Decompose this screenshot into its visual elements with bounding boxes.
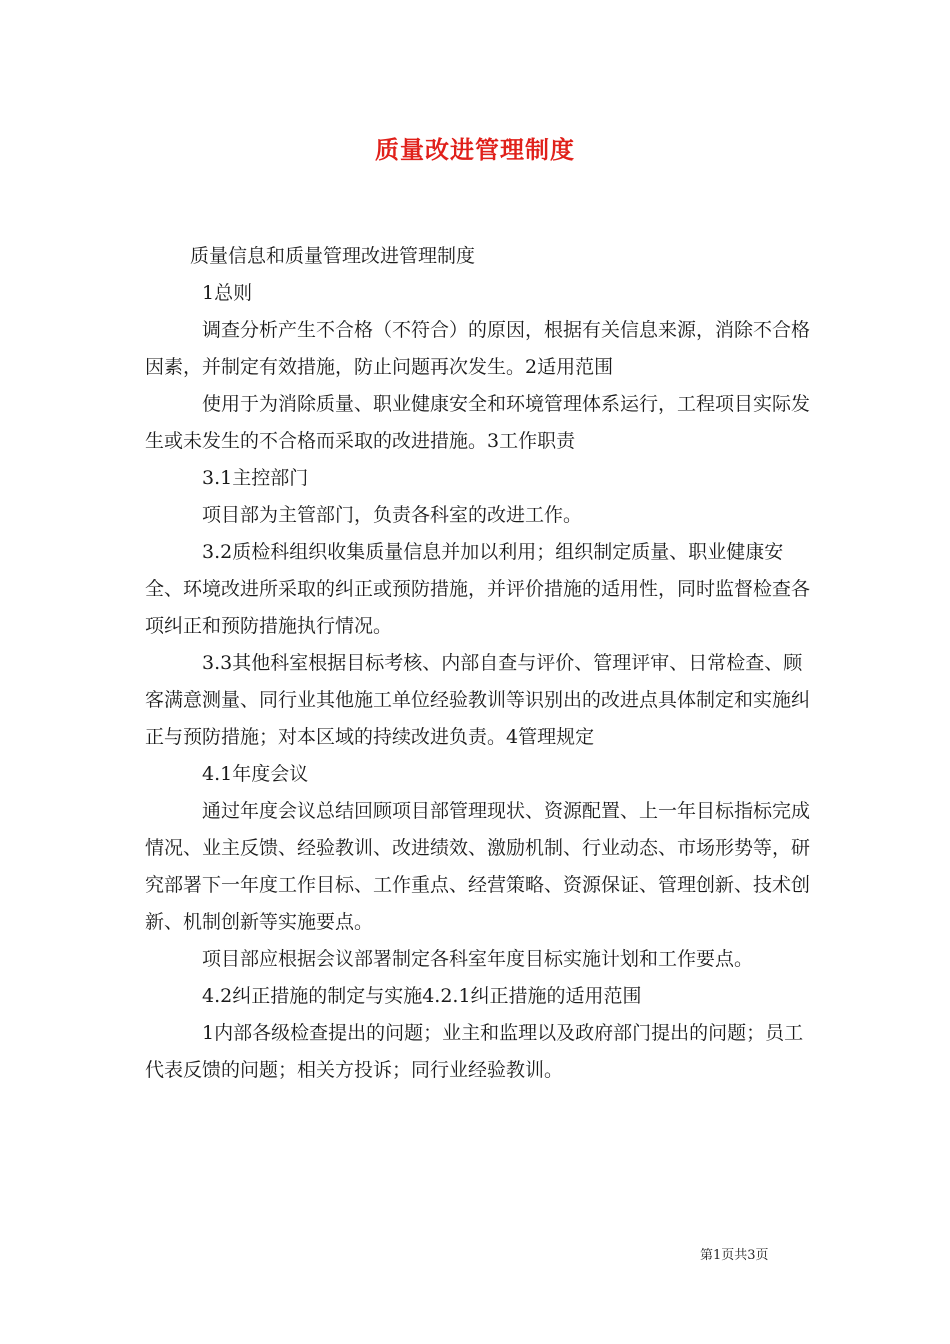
paragraph: 使用于为消除质量、职业健康安全和环境管理体系运行，工程项目实际发生或未发生的不合格而采取的改进措施。3工作职责 xyxy=(145,393,811,452)
paragraph: 项目部为主管部门，负责各科室的改进工作。 xyxy=(202,504,583,526)
document-body xyxy=(145,238,810,1089)
paragraph-section-1: 1总则 xyxy=(202,282,253,304)
paragraph: 通过年度会议总结回顾项目部管理现状、资源配置、上一年目标指标完成情况、业主反馈、经验教训、改进绩效、激励机制、行业动态、市场形势等，研究部署下一年度工作目标、工作重点、经营策略、资源保证、管理创新、技术创新、机制创新等实施要点。 xyxy=(145,800,811,933)
paragraph: 3.2质检科组织收集质量信息并加以利用；组织制定质量、职业健康安全、环境改进所采取的纠正或预防措施，并评价措施的适用性，同时监督检查各项纠正和预防措施执行情况。 xyxy=(145,541,811,637)
paragraph-section-4-1: 4.1年度会议 xyxy=(202,763,309,785)
paragraph: 3.3其他科室根据目标考核、内部自查与评价、管理评审、日常检查、顾客满意测量、同行业其他施工单位经验教训等识别出的改进点具体制定和实施纠正与预防措施；对本区域的持续改进负责。4管理规定 xyxy=(145,652,811,748)
paragraph-heading: 质量信息和质量管理改进管理制度 xyxy=(190,245,476,267)
paragraph: 项目部应根据会议部署制定各科室年度目标实施计划和工作要点。 xyxy=(202,948,754,970)
paragraph-section-4-2: 4.2纠正措施的制定与实施4.2.1纠正措施的适用范围 xyxy=(202,985,642,1007)
paragraph: 1内部各级检查提出的问题；业主和监理以及政府部门提出的问题；员工代表反馈的问题；相关方投诉；同行业经验教训。 xyxy=(145,1022,804,1081)
paragraph-section-3-1: 3.1主控部门 xyxy=(202,467,309,489)
paragraph: 调查分析产生不合格（不符合）的原因，根据有关信息来源，消除不合格因素，并制定有效措施，防止问题再次发生。2适用范围 xyxy=(145,319,811,378)
document-title: 质量改进管理制度 xyxy=(375,135,575,164)
page-number: 第1页共3页 xyxy=(700,1248,769,1263)
